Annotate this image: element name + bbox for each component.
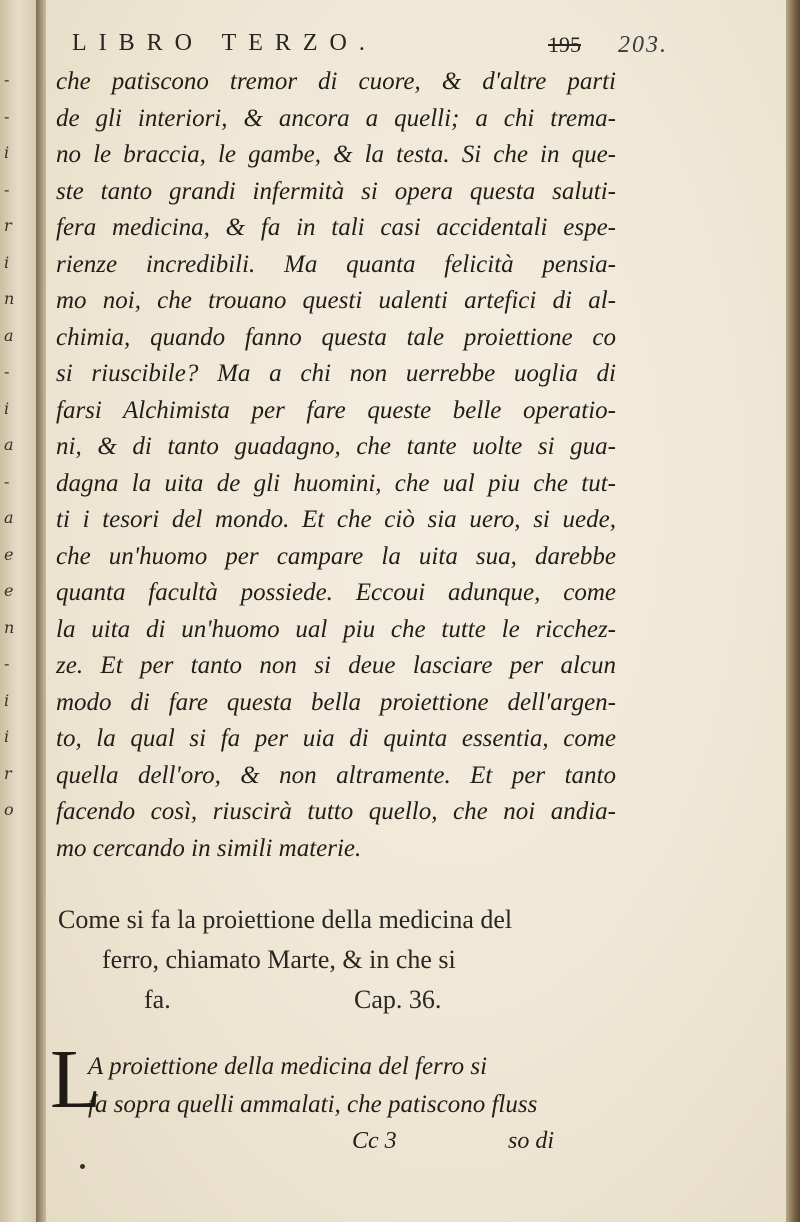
facing-page-glyph: -: [4, 70, 10, 89]
facing-page-glyph: -: [4, 179, 10, 199]
ink-spot: [80, 1164, 85, 1169]
facing-page-glyph: o: [4, 800, 14, 819]
text-line: fera medicina, & fa in tali casi accidentali espe-: [56, 214, 616, 241]
previous-page-edge: [0, 0, 37, 1222]
body-text: [56, 64, 616, 867]
text-line: che patiscono tremor di cuore, & d'altre parti: [56, 68, 616, 95]
facing-page-glyph: r: [4, 763, 12, 783]
corrected-folio: 203.: [618, 32, 668, 58]
text-line: modo di fare questa bella proiettione dell'argen-: [56, 688, 616, 716]
text-line: facendo così, riuscirà tutto quello, che noi andia-: [56, 798, 616, 825]
text-line: ni, & di tanto guadagno, che tante uolte si gua-: [56, 433, 616, 460]
text-line: no le braccia, le gambe, & la testa. Si che in que-: [56, 141, 616, 168]
chapter-heading-line: ferro, chiamato Marte, & in che si: [102, 945, 456, 974]
text-line: quanta facultà possiede. Eccoui adunque, come: [56, 579, 616, 606]
facing-page-glyph: i: [4, 252, 10, 272]
drop-capital: L: [50, 1033, 102, 1126]
chapter-heading: [58, 900, 618, 1020]
text-line: che un'huomo per campare la uita sua, darebbe: [56, 542, 616, 570]
facing-page-glyph: i: [4, 398, 10, 418]
text-line: A proiettione della medicina del ferro si: [88, 1053, 488, 1080]
chapter-heading-line: Come si fa la proiettione della medicina del: [58, 905, 513, 934]
text-line: ze. Et per tanto non si deue lasciare per alcun: [56, 652, 616, 679]
chapter-opening-text: [88, 1048, 608, 1124]
text-line: to, la qual si fa per uia di quinta essentia, come: [56, 725, 616, 752]
chapter-number: Cap. 36.: [354, 985, 442, 1014]
text-line: mo noi, che trouano questi ualenti artefici di al-: [56, 287, 616, 314]
text-line: rienze incredibili. Ma quanta felicità pensia-: [56, 250, 616, 278]
facing-page-glyph: e: [4, 581, 14, 600]
text-line: quella dell'oro, & non altramente. Et per tanto: [56, 761, 616, 789]
facing-page-glyph: n: [4, 289, 15, 308]
facing-page-glyph: -: [4, 654, 10, 673]
book-gutter: [36, 0, 46, 1222]
text-line: farsi Alchimista per fare queste belle operatio-: [56, 396, 616, 424]
signature-mark: Cc 3: [352, 1128, 397, 1154]
text-line: dagna la uita de gli huomini, che ual piu che tut-: [56, 469, 616, 497]
catchword: so di: [508, 1128, 555, 1154]
facing-page-glyph: n: [4, 617, 15, 637]
facing-page-glyph: -: [4, 106, 10, 126]
facing-page-glyph: i: [4, 690, 10, 710]
chapter-heading-end: fa.: [144, 985, 171, 1014]
page-stack-edge: [786, 0, 800, 1222]
facing-page-glyph: e: [4, 544, 14, 564]
text-line: si riuscibile? Ma a chi non uerrebbe uoglia di: [56, 360, 616, 387]
running-title: LIBRO TERZO.: [72, 30, 377, 56]
chapter-heading-line: [58, 980, 618, 1020]
facing-page-glyph: a: [4, 325, 14, 345]
text-line-last: mo cercando in simili materie.: [56, 834, 362, 862]
text-line: fa sopra quelli ammalati, che patiscono fluss: [88, 1091, 538, 1118]
text-line: ste tanto grandi infermità si opera questa saluti-: [56, 177, 616, 205]
facing-page-glyph: r: [4, 216, 12, 235]
facing-page-glyph: -: [4, 362, 10, 381]
facing-page-glyph: -: [4, 471, 10, 491]
facing-page-glyph: a: [4, 508, 14, 527]
facing-page-glyph: a: [4, 435, 14, 454]
text-line: de gli interiori, & ancora a quelli; a chi trema-: [56, 104, 616, 132]
text-line: ti i tesori del mondo. Et che ciò sia uero, si uede,: [56, 506, 616, 533]
original-folio: 195: [548, 32, 581, 57]
text-line: chimia, quando fanno questa tale proiettione co: [56, 323, 616, 351]
facing-page-glyph: i: [4, 143, 10, 162]
facing-page-glyph: i: [4, 727, 10, 746]
text-line: la uita di un'huomo ual piu che tutte le ricchez-: [56, 615, 616, 643]
